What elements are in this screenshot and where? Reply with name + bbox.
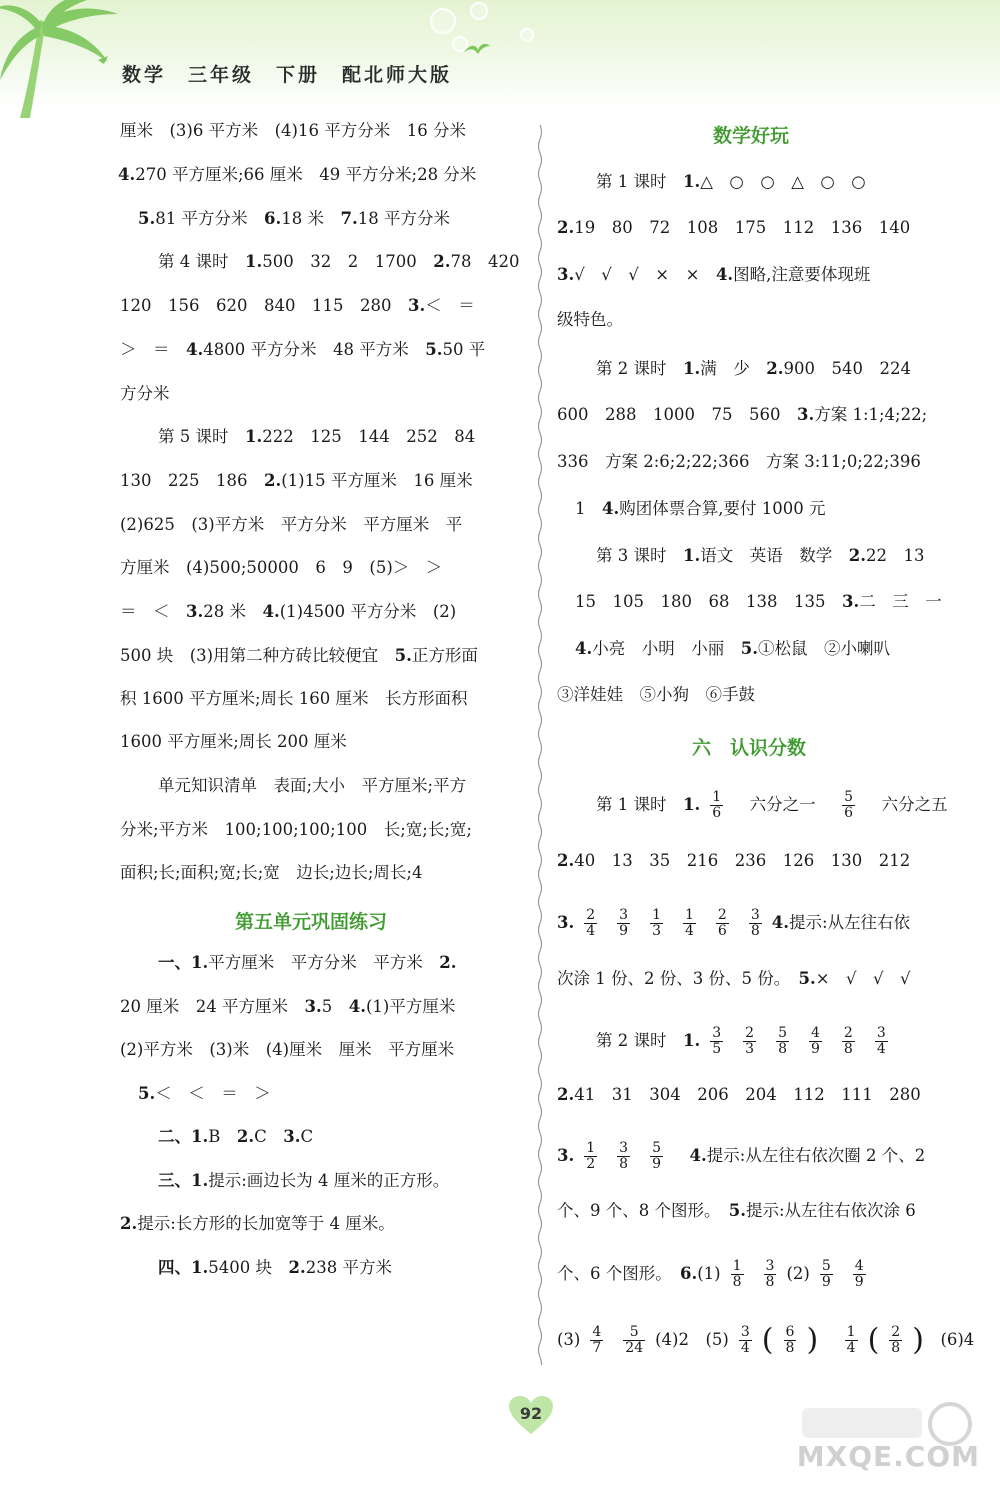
answer-line: 20 厘米 24 平方厘米 3.5 4.(1)平方厘米: [120, 997, 456, 1016]
watermark-text: MXQE.COM: [796, 1440, 980, 1473]
answer-line: 二、1.B 2.C 3.C: [158, 1127, 314, 1146]
answer-line: 第 1 课时 1. $\frac{1}{6}$ 六分之一 $\frac{5}{6}$ 六分之五: [596, 789, 948, 821]
answer-line: 500 块 (3)用第二种方砖比较便宜 5.正方形面: [120, 646, 478, 665]
answer-line: 336 方案 2:6;2;22;366 方案 3:11;0;22;396: [557, 452, 921, 471]
answer-line: ＝ ＜ 3.28 米 4.(1)4500 平方分米 (2): [120, 602, 457, 621]
fraction: $\frac{3}{4}$: [740, 1324, 750, 1356]
answer-line: 3. $\frac{2}{4}$ $\frac{3}{9}$ $\frac{1}{3}$ $\frac{1}{4}$ $\frac{2}{6}$ $\frac{3}{8}$ 4.提示:从左往右依: [557, 907, 911, 939]
fraction: $\frac{2}{3}$: [745, 1025, 755, 1057]
answer-line: 4.小亮 小明 小丽 5.①松鼠 ②小喇叭: [575, 639, 890, 658]
answer-line: 第 1 课时 1.△ ○ ○ △ ○ ○: [596, 172, 866, 191]
answer-line: 四、1.5400 块 2.238 平方米: [158, 1258, 392, 1277]
answer-line: 一、1.平方厘米 平方分米 平方米 2.: [158, 953, 457, 972]
answer-line: 积 1600 平方厘米;周长 160 厘米 长方形面积: [120, 689, 468, 708]
answer-line: 方厘米 (4)500;50000 6 9 (5)＞ ＞: [120, 558, 443, 577]
answer-line: 2.41 31 304 206 204 112 111 280: [557, 1085, 921, 1104]
answer-line: 3.√ √ √ × × 4.图略,注意要体现班: [557, 265, 871, 284]
fraction: $\frac{1}{8}$: [732, 1258, 742, 1290]
fraction: $\frac{3}{5}$: [712, 1025, 722, 1057]
answer-line: 600 288 1000 75 560 3.方案 1:1;4;22;: [557, 405, 928, 424]
answer-line: (2)625 (3)平方米 平方分米 平方厘米 平: [120, 515, 463, 534]
fraction: $\frac{6}{8}$: [785, 1324, 795, 1356]
answer-line: ＞ ＝ 4.4800 平方分米 48 平方米 5.50 平: [120, 340, 486, 359]
fraction: $\frac{5}{8}$: [778, 1025, 787, 1057]
fraction: $\frac{1}{4}$: [685, 907, 694, 939]
fraction: $\frac{4}{9}$: [811, 1025, 820, 1057]
answer-line: ③洋娃娃 ⑤小狗 ⑥手鼓: [557, 685, 755, 704]
answer-line: 次涂 1 份、2 份、3 份、5 份。 5.× √ √ √: [557, 969, 911, 988]
answer-line: 厘米 (3)6 平方米 (4)16 平方分米 16 分米: [120, 121, 466, 140]
bird-icon: [462, 40, 492, 56]
answer-line: 第 5 课时 1.222 125 144 252 84: [158, 427, 476, 446]
answer-line: 个、9 个、8 个图形。 5.提示:从左往右依次涂 6: [557, 1201, 916, 1220]
fraction: $\frac{3}{8}$: [765, 1258, 775, 1290]
fraction: $\frac{3}{9}$: [619, 907, 629, 939]
answer-line: 120 156 620 840 115 280 3.＜ ＝: [120, 296, 475, 315]
bubble-decoration: [430, 8, 456, 34]
answer-line: 方分米: [120, 384, 170, 403]
answer-line: 2.19 80 72 108 175 112 136 140: [557, 218, 911, 237]
bubble-decoration: [470, 2, 488, 20]
fraction: $\frac{2}{8}$: [843, 1025, 853, 1057]
fraction: $\frac{2}{4}$: [586, 907, 596, 939]
fraction: $\frac{3}{8}$: [619, 1140, 629, 1172]
answer-line: 2.40 13 35 216 236 126 130 212: [557, 851, 911, 870]
fraction: $\frac{3}{8}$: [750, 907, 760, 939]
answer-line: 三、1.提示:画边长为 4 厘米的正方形。: [158, 1171, 450, 1190]
answer-line: 130 225 186 2.(1)15 平方厘米 16 厘米: [120, 471, 473, 490]
answer-line: (2)平方米 (3)米 (4)厘米 厘米 平方厘米: [120, 1040, 455, 1059]
answer-line: (3) $\frac{4}{7}$ $\frac{5}{24}$ (4)2 (5) $\frac{3}{4}$ ( $\frac{6}{8}$ ) $\frac{1}{4}$ ( $\frac{2}{8}$ ) (6)4: [557, 1322, 975, 1358]
answer-line: 第 2 课时 1. $\frac{3}{5}$ $\frac{2}{3}$ $\frac{5}{8}$ $\frac{4}{9}$ $\frac{2}{8}$ $\frac{3}{4}$: [596, 1025, 886, 1057]
answer-line: 5.＜ ＜ ＝ ＞: [138, 1084, 271, 1103]
answer-line: 5.81 平方分米 6.18 米 7.18 平方分米: [138, 209, 450, 228]
answer-line: 面积;长;面积;宽;长;宽 边长;边长;周长;4: [120, 863, 423, 882]
fraction: $\frac{1}{4}$: [846, 1324, 856, 1356]
section-heading: 数学好玩: [713, 125, 790, 147]
fraction: $\frac{2}{6}$: [717, 907, 727, 939]
answer-line: 2.提示:长方形的长加宽等于 4 厘米。: [120, 1214, 395, 1233]
fraction: $\frac{3}{4}$: [876, 1025, 886, 1057]
header-title: 数学 三年级 下册 配北师大版: [122, 64, 453, 86]
fraction: $\frac{1}{2}$: [586, 1140, 596, 1172]
section-heading: 六 认识分数: [692, 737, 807, 759]
fraction: $\frac{5}{9}$: [652, 1140, 661, 1172]
answer-line: 级特色。: [557, 310, 623, 329]
answer-line: 分米;平方米 100;100;100;100 长;宽;长;宽;: [120, 820, 472, 839]
answer-line: 1600 平方厘米;周长 200 厘米: [120, 732, 347, 751]
section-heading: 第五单元巩固练习: [235, 911, 388, 933]
bubble-decoration: [520, 28, 534, 42]
column-divider: [536, 125, 544, 1365]
answer-line: 单元知识清单 表面;大小 平方厘米;平方: [158, 776, 467, 795]
fraction: $\frac{5}{9}$: [821, 1258, 831, 1290]
fraction: $\frac{1}{6}$: [712, 789, 722, 821]
answer-line: 第 3 课时 1.语文 英语 数学 2.22 13: [596, 546, 925, 565]
fraction: $\frac{5}{6}$: [844, 789, 854, 821]
answer-line: 15 105 180 68 138 135 3.二 三 一: [575, 592, 942, 611]
answer-line: 4.270 平方厘米;66 厘米 49 平方分米;28 分米: [118, 165, 477, 184]
answer-line: 3. $\frac{1}{2}$ $\frac{3}{8}$ $\frac{5}{9}$ 4.提示:从左往右依次圈 2 个、2: [557, 1140, 926, 1172]
fraction: $\frac{1}{3}$: [652, 907, 661, 939]
fraction: $\frac{5}{24}$: [625, 1324, 644, 1356]
page-number: 92: [519, 1404, 543, 1423]
fraction: $\frac{4}{9}$: [854, 1258, 864, 1290]
answer-line: 1 4.购团体票合算,要付 1000 元: [575, 499, 826, 518]
fraction: $\frac{4}{7}$: [592, 1324, 602, 1356]
answer-line: 第 4 课时 1.500 32 2 1700 2.78 420: [158, 252, 520, 271]
answer-line: 第 2 课时 1.满 少 2.900 540 224: [596, 359, 911, 378]
fraction: $\frac{2}{8}$: [891, 1324, 901, 1356]
answer-line: 个、6 个图形。 6.(1) $\frac{1}{8}$ $\frac{3}{8}$ (2) $\frac{5}{9}$ $\frac{4}{9}$: [557, 1258, 864, 1290]
